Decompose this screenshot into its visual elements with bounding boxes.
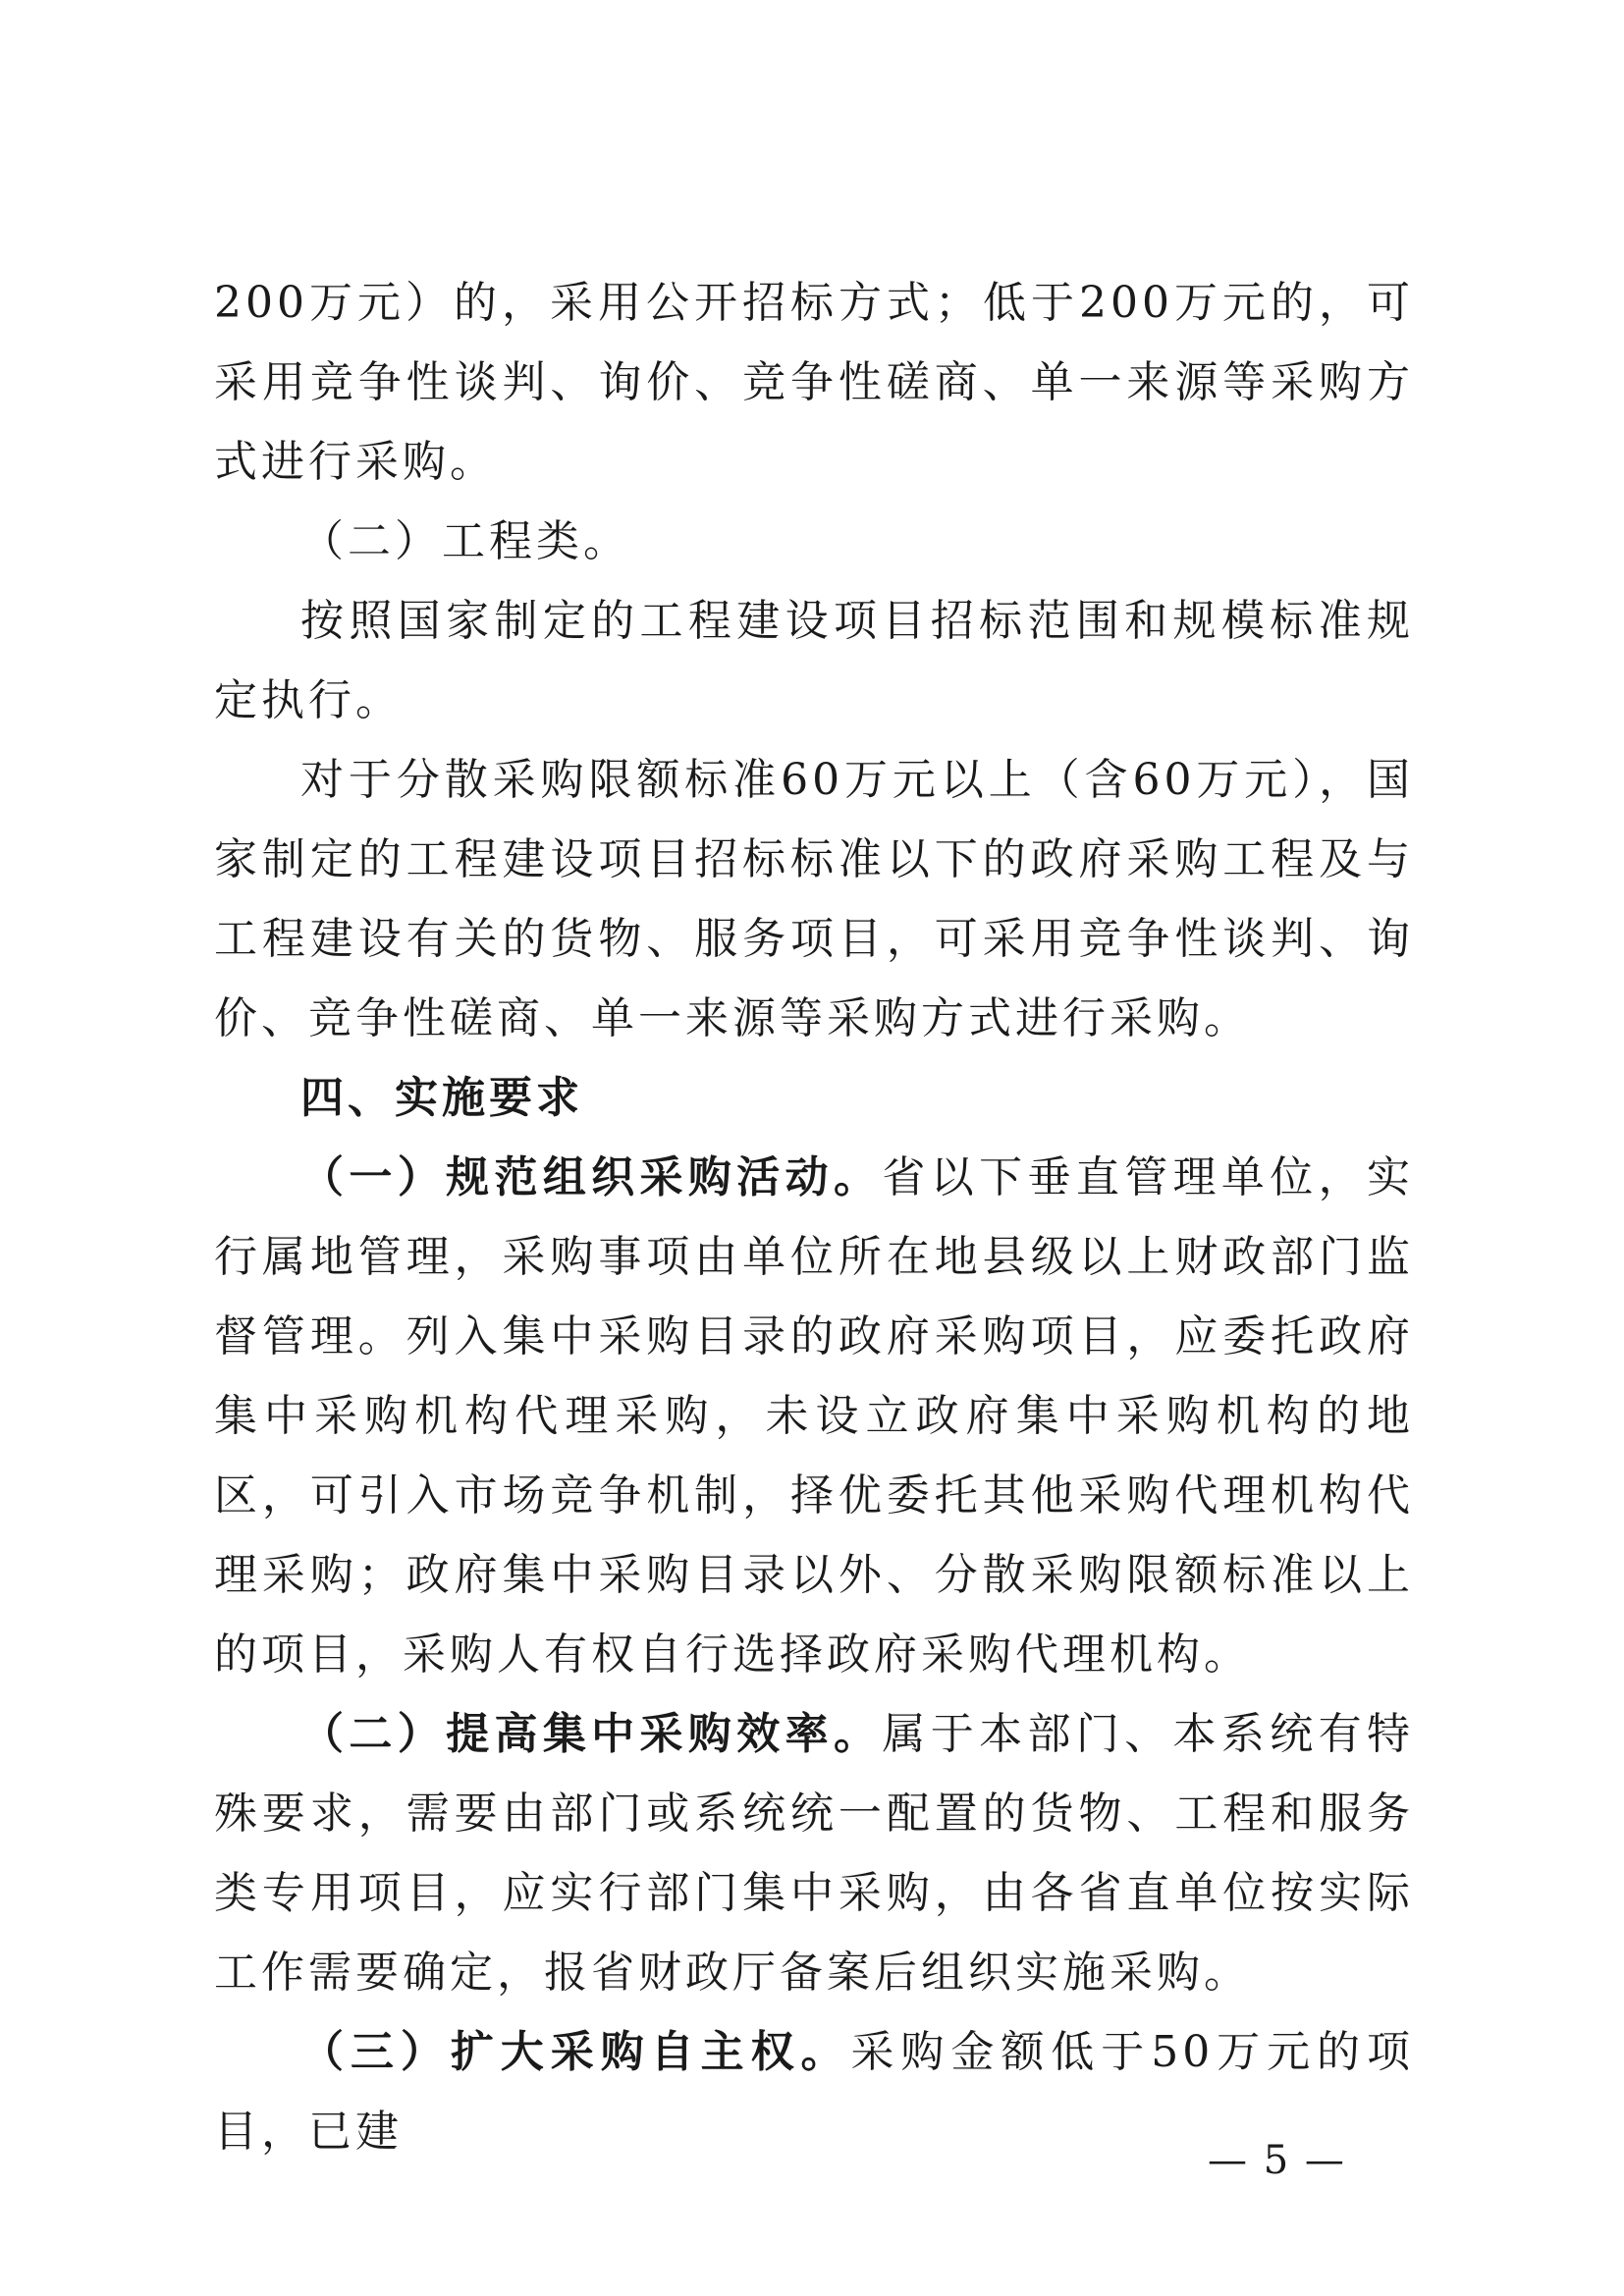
paragraph-text: 省以下垂直管理单位，实行属地管理，采购事项由单位所在地县级以上财政部门监督管理。列入集中采购目录的政府采购项目，应委托政府集中采购机构代理采购，未设立政府集中采购机构的地区，可引入市场竞争机制，择优委托其他采购代理机构代理采购；政府集中采购目录以外、分散采购限额标准以上的项目，采购人有权自行选择政府采购代理机构。 <box>214 1152 1415 1680</box>
paragraph-engineering-standard <box>214 581 1414 740</box>
paragraph-lead: （三）扩大采购自主权。 <box>300 2027 851 2077</box>
paragraph-text: 200万元）的，采用公开招标方式；低于200万元的，可采用竞争性谈判、询价、竞争性磋商、单一来源等采购方式进行采购。 <box>214 278 1414 487</box>
section-heading-implementation <box>214 1058 1414 1138</box>
paragraph-lead: （二）提高集中采购效率。 <box>300 1709 883 1759</box>
paragraph-text: 对于分散采购限额标准60万元以上（含60万元），国家制定的工程建设项目招标标准以下的政府采购工程及与工程建设有关的货物、服务项目，可采用竞争性谈判、询价、竞争性磋商、单一来源等采购方式进行采购。 <box>214 755 1414 1043</box>
section-heading-text: 四、实施要求 <box>300 1073 583 1123</box>
subheading-engineering <box>214 502 1414 581</box>
paragraph-standardize-procurement <box>214 1138 1414 1694</box>
subheading-text: （二）工程类。 <box>300 516 630 566</box>
paragraph-text: 采购金额低于50万元的项目，已建 <box>214 2027 1414 2157</box>
document-body <box>214 263 1414 2171</box>
paragraph-continuation <box>214 263 1414 502</box>
page-number: — 5 — <box>1208 2138 1346 2183</box>
paragraph-lead: （一）规范组织采购活动。 <box>300 1152 883 1202</box>
paragraph-text: 按照国家制定的工程建设项目招标范围和规模标准规定执行。 <box>214 596 1414 725</box>
paragraph-dispersed-procurement <box>214 740 1414 1058</box>
paragraph-improve-efficiency <box>214 1694 1414 2012</box>
paragraph-text: 属于本部门、本系统有特殊要求，需要由部门或系统统一配置的货物、工程和服务类专用项目，应实行部门集中采购，由各省直单位按实际工作需要确定，报省财政厅备案后组织实施采购。 <box>214 1709 1415 1998</box>
